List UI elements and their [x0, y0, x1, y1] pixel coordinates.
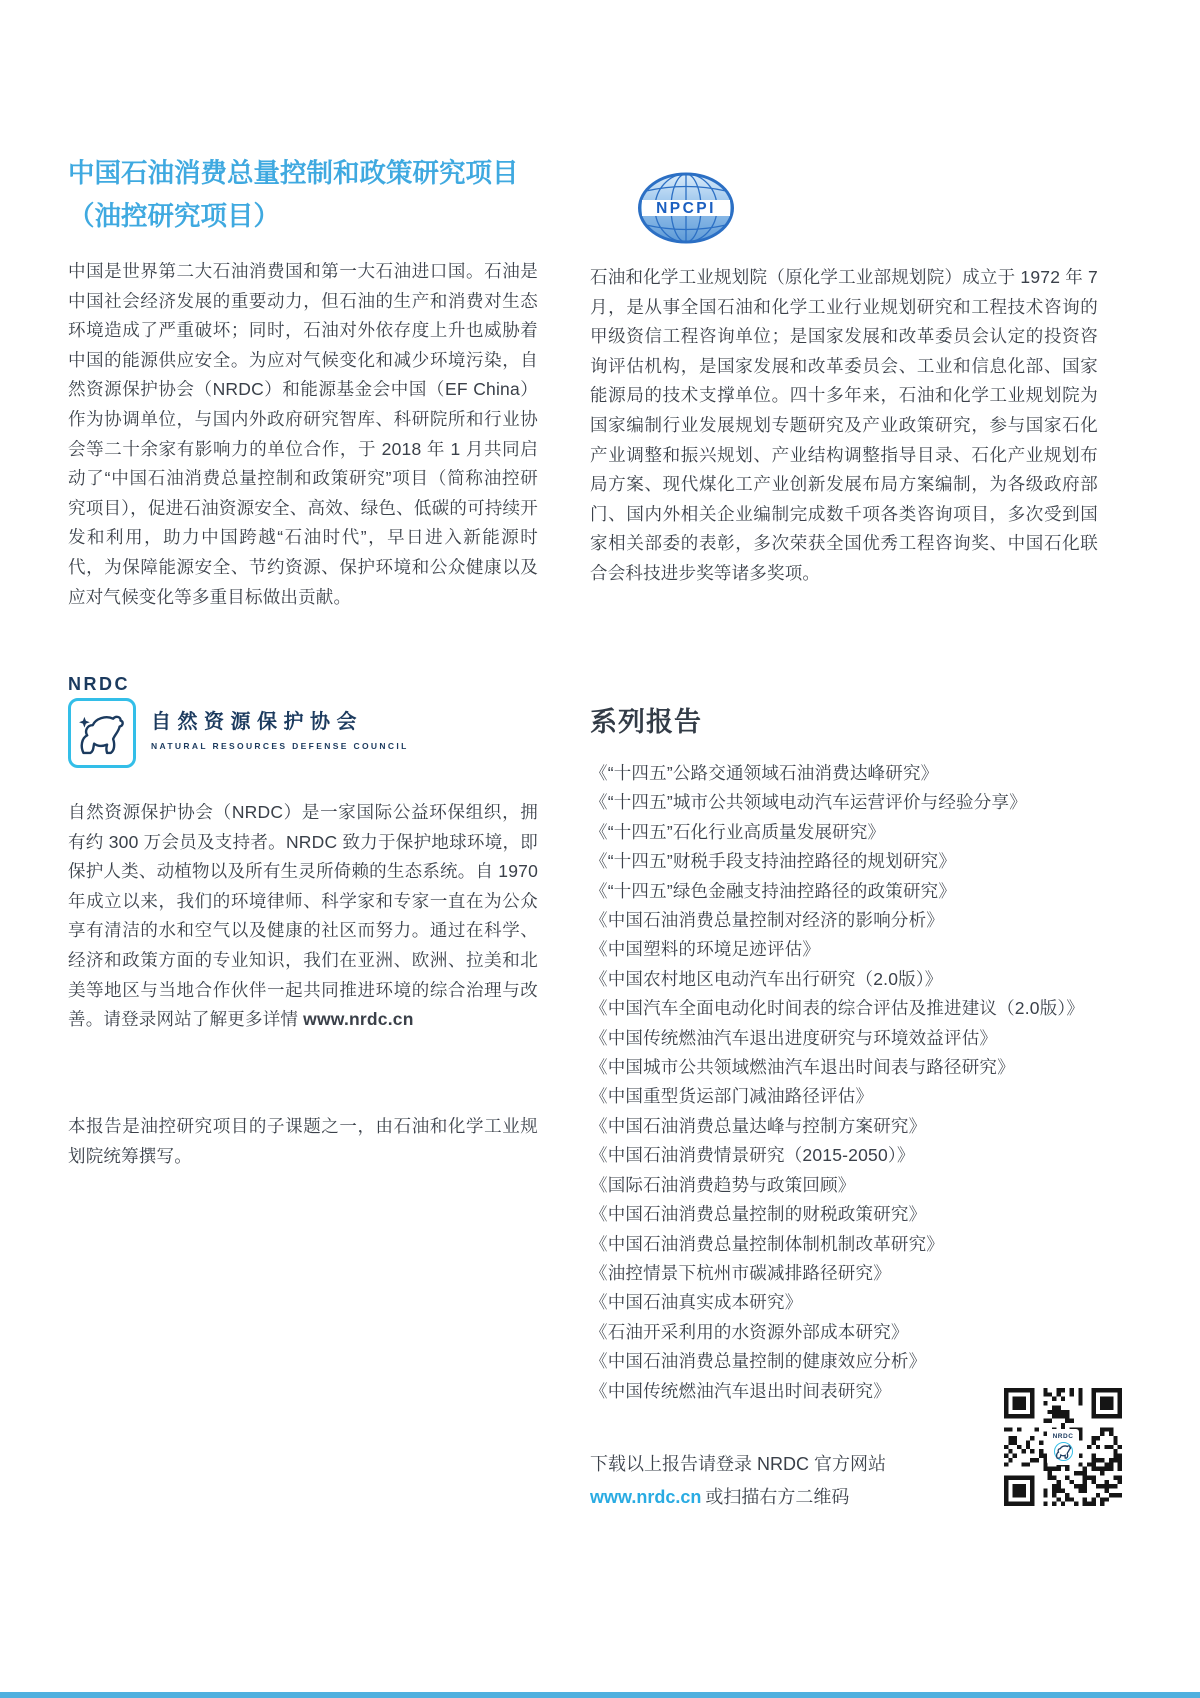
- report-list-item: 《“十四五”公路交通领域石油消费达峰研究》: [590, 763, 939, 783]
- report-list-item: 《“十四五”绿色金融支持油控路径的政策研究》: [590, 880, 957, 901]
- project-intro-paragraph: 中国是世界第二大石油消费国和第一大石油进口国。石油是中国社会经济发展的重要动力，但石油的生产和消费对生态环境造成了严重破坏；同时，石油对外依存度上升也威胁着中国的能源供应安全。为应对气候变化和减少环境污染，自然资源保护协会（NRDC）和能源基金会中国（EF China）作为协调单位，与国内外政府研究智库、科研院所和行业协会等二十余家有影响力的单位合作，于 2018 年 1 月共同启动了“中国石油消费总量控制和政策研究”项目（简称油控研究项目），促进石油资源安全、高效、绿色、低碳的可持续开发和利用，助力中国跨越“石油时代”，早日进入新能源时代，为保障能源安全、节约资源、保护环境和公众健康以及应对气候变化等多重目标做出贡献。: [68, 261, 538, 607]
- report-list-item: 《“十四五”财税手段支持油控路径的规划研究》: [590, 851, 957, 872]
- polar-bear-icon: [77, 712, 127, 755]
- report-list-item: 《国际石油消费趋势与政策回顾》: [590, 1174, 856, 1195]
- qr-badge-label: NRDC: [1052, 1433, 1074, 1440]
- report-list-item: 《中国石油消费总量达峰与控制方案研究》: [590, 1115, 927, 1136]
- report-list-item: 《中国石油消费情景研究（2015-2050）》: [590, 1145, 915, 1166]
- nrdc-about-paragraph: [68, 798, 538, 1035]
- nrdc-name-cn: 自然资源保护协会: [151, 711, 363, 733]
- report-list: [590, 759, 1110, 1406]
- qr-badge-bear-icon: [1054, 1442, 1073, 1461]
- report-list-item: 《“十四五”城市公共领域电动汽车运营评价与经验分享》: [590, 792, 1027, 813]
- nrdc-website-link[interactable]: www.nrdc.cn: [590, 1487, 702, 1507]
- report-list-item: 《中国石油消费总量控制的健康效应分析》: [590, 1351, 927, 1372]
- npcpi-about-paragraph: 石油和化学工业规划院（原化学工业部规划院）成立于 1972 年 7 月，是从事全国石油和化学工业行业规划研究和工程技术咨询的甲级资信工程咨询单位；是国家发展和改革委员会认定的投资咨询评估机构，是国家发展和改革委员会、工业和信息化部、国家能源局的技术支撑单位。四十多年来，石油和化学工业规划院为国家编制行业发展规划专题研究及产业政策研究，参与国家石化产业调整和振兴规划、产业结构调整指导目录、石化产业规划布局方案、现代煤化工产业创新发展布局方案编制，为各级政府部门、国内外相关企业编制完成数千项各类咨询项目，多次受到国家相关部委的表彰，多次荣获全国优秀工程咨询奖、中国石化联合会科技进步奖等诸多奖项。: [590, 267, 1098, 583]
- report-list-item: 《中国石油消费总量控制的财税政策研究》: [590, 1204, 927, 1225]
- project-title: [68, 152, 568, 238]
- report-list-item: 《中国汽车全面电动化时间表的综合评估及推进建议（2.0版）》: [590, 998, 1085, 1019]
- report-list-item: 《中国城市公共领域燃油汽车退出时间表与路径研究》: [590, 1057, 1015, 1078]
- report-list-item: 《“十四五”石化行业高质量发展研究》: [590, 821, 886, 842]
- globe-grid-icon: [637, 171, 735, 245]
- report-list-item: 《中国石油消费总量控制对经济的影响分析》: [590, 910, 944, 931]
- nrdc-name-en: NATURAL RESOURCES DEFENSE COUNCIL: [151, 741, 409, 751]
- report-list-item: 《中国塑料的环境足迹评估》: [590, 939, 821, 960]
- report-note-paragraph: 本报告是油控研究项目的子课题之一，由石油和化学工业规划院统筹撰写。: [68, 1116, 538, 1166]
- report-list-item: 《油控情景下杭州市碳减排路径研究》: [590, 1262, 891, 1283]
- download-note-line2: [590, 1481, 1010, 1514]
- download-note: [590, 1448, 1010, 1514]
- nrdc-logo: [68, 674, 409, 768]
- qr-center-badge: [1047, 1429, 1079, 1465]
- series-reports-title: 系列报告: [590, 707, 702, 737]
- report-list-item: 《中国重型货运部门减油路径评估》: [590, 1086, 874, 1107]
- report-list-item: 《中国石油消费总量控制体制机制改革研究》: [590, 1233, 944, 1254]
- report-list-item: 《中国传统燃油汽车退出进度研究与环境效益评估》: [590, 1027, 998, 1048]
- project-title-line2: （油控研究项目）: [68, 201, 280, 231]
- project-title-line1: 中国石油消费总量控制和政策研究项目: [68, 158, 519, 188]
- report-list-item: 《中国石油真实成本研究》: [590, 1292, 803, 1313]
- page-bottom-rule: [0, 1692, 1200, 1698]
- report-list-item: 《中国传统燃油汽车退出时间表研究》: [590, 1380, 891, 1401]
- report-list-item: 《中国农村地区电动汽车出行研究（2.0版）》: [590, 968, 943, 989]
- report-list-item: 《石油开采利用的水资源外部成本研究》: [590, 1321, 909, 1342]
- npcpi-logo: [637, 171, 735, 245]
- qr-code: [1002, 1388, 1124, 1506]
- npcpi-wordmark: NPCPI: [656, 200, 716, 217]
- nrdc-inline-url[interactable]: www.nrdc.cn: [303, 1009, 414, 1030]
- nrdc-about-text: 自然资源保护协会（NRDC）是一家国际公益环保组织，拥有约 300 万会员及支持者。NRDC 致力于保护地球环境，即保护人类、动植物以及所有生灵所倚赖的生态系统。自 1970 年成立以来，我们的环境律师、科学家和专家一直在为公众享有清洁的水和空气以及健康的社区而努力。通过在科学、经济和政策方面的专业知识，我们在亚洲、欧洲、拉美和北美等地区与当地合作伙伴一起共同推进环境的综合治理与改善。请登录网站了解更多详情: [68, 802, 538, 1030]
- download-note-line1: 下载以上报告请登录 NRDC 官方网站: [590, 1454, 886, 1474]
- nrdc-wordmark: NRDC: [68, 674, 130, 694]
- nrdc-logo-box: [68, 698, 136, 768]
- download-note-line2-text: 或扫描右方二维码: [705, 1487, 850, 1507]
